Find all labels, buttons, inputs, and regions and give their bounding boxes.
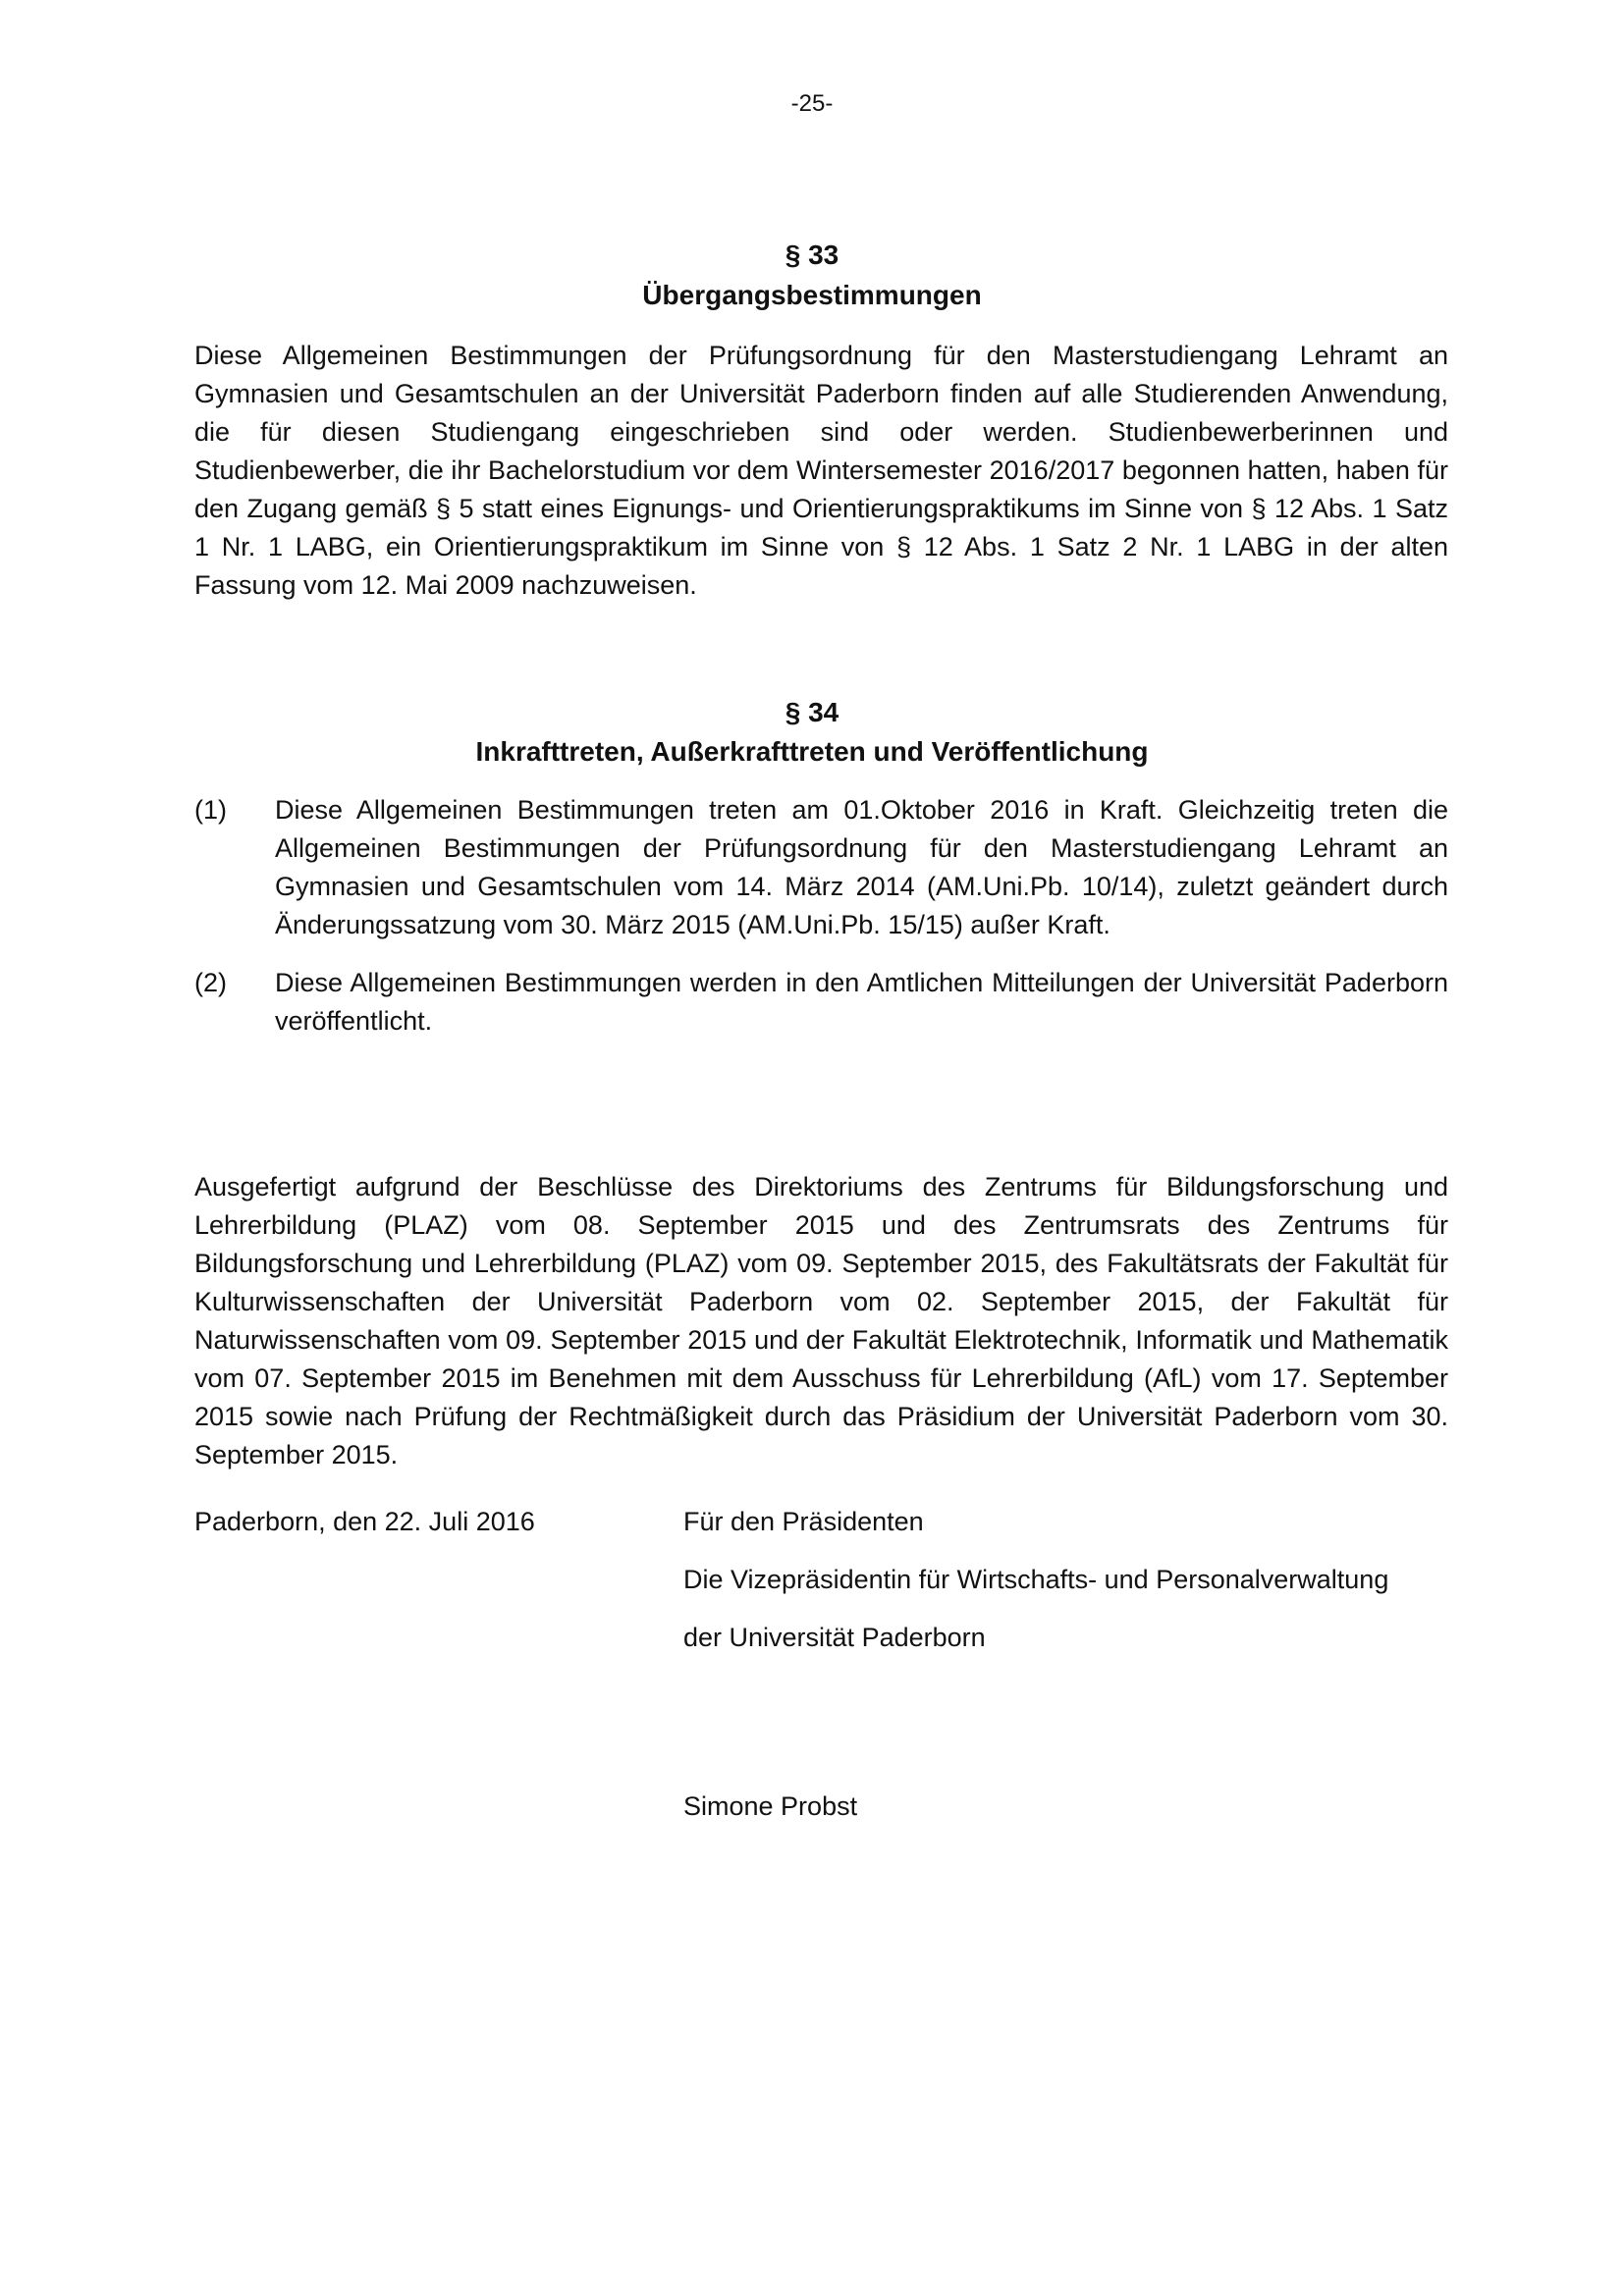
section-33-text: Diese Allgemeinen Bestimmungen der Prüfungsordnung für den Masterstudiengang Lehramt an Gymnasien und Gesamtschulen an der Universität Paderborn finden auf alle Studierenden Anwendung, die für diesen Studiengang eingeschrieben sind oder werden. Studienbewerberinnen und Studienbewerber, die ihr Bachelorstudium vor dem Wintersemester 2016/2017 begonnen hatten, haben für den Zugang gemäß § 5 statt eines Eignungs- und Orientierungspraktikums im Sinne von § 12 Abs. 1 Satz 1 Nr. 1 LABG, ein Orientierungspraktikum im Sinne von § 12 Abs. 1 Satz 2 Nr. 1 LABG in der alten Fassung vom 12. Mai 2009 nachzuweisen. <box>194 341 1448 600</box>
signature-line-3: der Universität Paderborn <box>683 1623 986 1652</box>
signatory-name: Simone Probst <box>683 1791 858 1821</box>
page-number: -25- <box>790 90 834 117</box>
signature-line-1: Für den Präsidenten <box>683 1507 924 1536</box>
section-33-number: § 33 <box>785 240 839 270</box>
item-number: (1) <box>194 795 227 825</box>
enactment-text: Ausgefertigt aufgrund der Beschlüsse des Direktoriums des Zentrums für Bildungsforschung und Lehrerbildung (PLAZ) vom 08. September 2015 und des Zentrumsrats des Zentrums für Bildungsforschung und Lehrerbildung (PLAZ) vom 09. September 2015, des Fakultätsrats der Fakultät für Kulturwissenschaften der Universität Paderborn vom 02. September 2015, der Fakultät für Naturwissenschaften vom 09. September 2015 und der Fakultät Elektrotechnik, Informatik und Mathematik vom 07. September 2015 im Benehmen mit dem Ausschuss für Lehrerbildung (AfL) vom 17. September 2015 sowie nach Prüfung der Rechtmäßigkeit durch das Präsidium der Universität Paderborn vom 30. September 2015. <box>194 1172 1448 1469</box>
item-number: (2) <box>194 968 227 997</box>
signature-line-2: Die Vizepräsidentin für Wirtschafts- und Personalverwaltung <box>683 1565 1389 1594</box>
section-34-item-2 <box>194 964 1448 1041</box>
section-34-item-1 <box>194 791 1448 944</box>
place-date: Paderborn, den 22. Juli 2016 <box>194 1507 535 1536</box>
item-text: Diese Allgemeinen Bestimmungen treten am 01.Oktober 2016 in Kraft. Gleichzeitig treten die Allgemeinen Bestimmungen der Prüfungsordnung für den Masterstudiengang Lehramt an Gymnasien und Gesamtschulen vom 14. März 2014 (AM.Uni.Pb. 10/14), zuletzt geändert durch Änderungssatzung vom 30. März 2015 (AM.Uni.Pb. 15/15) außer Kraft. <box>275 795 1448 939</box>
section-34-number: § 34 <box>785 697 839 727</box>
section-34-title: Inkrafttreten, Außerkrafttreten und Veröffentlichung <box>475 736 1149 767</box>
section-33-title: Übergangsbestimmungen <box>642 280 982 310</box>
item-text: Diese Allgemeinen Bestimmungen werden in den Amtlichen Mitteilungen der Universität Paderborn veröffentlicht. <box>275 968 1448 1036</box>
